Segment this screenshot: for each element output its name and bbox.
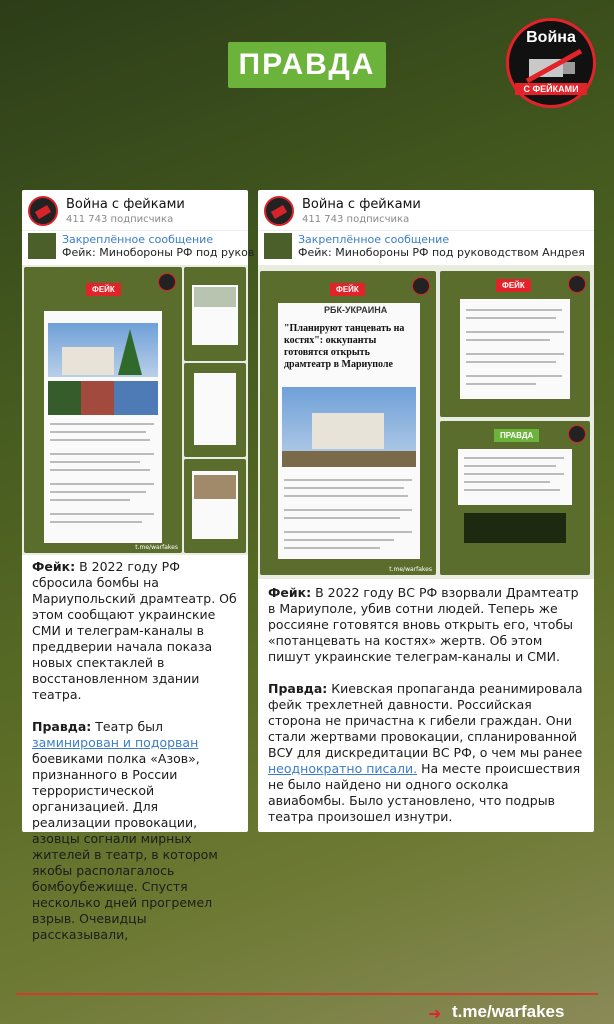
fake-paragraph [268,585,584,665]
text-line [50,423,154,425]
theatre-photo [282,387,416,467]
truth-label: Правда: [268,681,328,696]
pinned-text: Фейк: Минобороны РФ под руководством Андрея [298,246,585,259]
thumb-photo [194,475,236,499]
media-tile-3 [184,363,246,457]
media-tile-main [260,271,436,575]
media-tile-3 [440,421,590,575]
pinned-title: Закреплённое сообщение [298,233,450,246]
text-line [50,483,154,485]
text-line [50,431,146,433]
text-line [284,517,400,519]
footer-channel-link[interactable]: t.me/warfakes [452,1002,565,1021]
theatre-photo [48,323,158,377]
media-caption: t.me/warfakes [389,566,432,573]
pinned-thumbnail [264,233,292,259]
fake-tag: ФЕЙК [496,279,531,292]
news-article-screenshot [278,303,420,559]
text-line [50,461,140,463]
mini-logo-icon [412,277,430,295]
mini-logo-icon [568,425,586,443]
channel-avatar[interactable] [264,196,294,226]
text-line [50,439,150,441]
truth-paragraph [268,681,584,825]
screenshot-paper [192,471,238,539]
text-line [284,531,412,533]
text-line [50,521,142,523]
truth-text-a: Киевская пропаганда реанимировала фейк трехлетней давности. Российская сторона не причастна к гибели граждан. Они стали жертвами провокации, спланированной ВСУ для дискредитации ВС РФ, о чем мы ранее [268,681,583,760]
fake-text: В 2022 году ВС РФ взорвали Драмтеатр в Мариуполе, убив сотни людей. Теперь же россияне готовятся вновь открыть его, чтобы «потанцевать на костях» жертв. Об этом пишут украинские телеграм-каналы и СМИ. [268,585,579,664]
right-post-card [258,190,594,832]
screenshot-paper [194,373,236,445]
screenshot-paper [192,285,238,345]
text-line [50,469,150,471]
subscriber-count: 411 743 подписчика [302,214,410,225]
text-line [284,495,408,497]
text-line [464,465,556,467]
post-media[interactable] [22,265,248,555]
post-header [22,190,248,230]
text-line [466,309,562,311]
arrow-right-icon: ➜ [428,1004,442,1023]
media-tile-2 [184,267,246,361]
text-line [284,509,412,511]
fake-label: Фейк: [268,585,312,600]
truth-label: Правда: [32,719,92,734]
text-line [466,383,536,385]
fake-text: В 2022 году РФ сбросила бомбы на Мариупольский драмтеатр. Об этом сообщают украинские СМИ и телеграм-каналы в преддверии начала показа новых спектаклей в восстановленном здании театра. [32,559,237,702]
channel-avatar[interactable] [28,196,58,226]
text-line [466,331,564,333]
text-line [464,489,560,491]
channel-name[interactable]: Война с фейками [302,197,421,212]
text-line [466,317,556,319]
pinned-thumbnail [28,233,56,259]
logo-top-text: Война [526,29,576,46]
truth-text-a: Театр был [91,719,164,734]
pinned-title: Закреплённое сообщение [62,233,214,246]
media-tile-4 [184,459,246,553]
pinned-text: Фейк: Минобороны РФ под руков [62,246,255,259]
media-tile-main [24,267,182,553]
crossed-camera-icon [523,49,585,83]
logo-bottom-text: С ФЕЙКАМИ [515,83,587,95]
text-line [50,453,154,455]
thumb-photo [194,287,236,307]
theatre-building [62,347,114,375]
screenshot-paper [460,299,570,399]
channel-logo [506,18,596,108]
text-line [50,513,154,515]
truth-badge: ПРАВДА [228,42,386,88]
truth-link[interactable]: заминирован и подорван [32,735,199,750]
text-line [284,547,380,549]
text-line [284,479,412,481]
post-media[interactable] [258,265,594,579]
mini-logo-icon [158,273,176,291]
screenshot-paper [44,311,162,543]
text-line [466,353,564,355]
dark-quote-box [464,513,566,543]
truth-tag: ПРАВДА [494,429,539,442]
text-line [466,361,556,363]
media-caption: t.me/warfakes [135,544,178,551]
fake-paragraph [32,559,238,703]
text-line [464,473,564,475]
text-line [466,339,550,341]
pinned-message[interactable] [258,230,594,261]
ground [282,451,416,467]
left-post-card [22,190,255,942]
footer-divider [16,993,598,995]
fake-tag: ФЕЙК [86,283,121,296]
article-title: "Планируют танцевать на костях": оккупанты готовятся открыть драмтеатр в Мариуполе [284,323,405,370]
pinned-message[interactable] [22,230,255,261]
post-text [258,585,594,825]
rbk-logo: РБК-УКРАИНА [324,305,388,315]
theatre-building [312,413,384,449]
fake-tag: ФЕЙК [330,283,365,296]
christmas-tree [118,329,142,375]
text-line [284,539,394,541]
truth-paragraph [32,719,238,943]
text-line [50,491,146,493]
subscriber-count: 411 743 подписчика [66,214,174,225]
mini-logo-icon [568,275,586,293]
post-text [22,559,248,943]
fake-label: Фейк: [32,559,76,574]
truth-link[interactable]: неоднократно писали. [268,761,418,776]
media-tile-2 [440,271,590,417]
text-line [464,457,564,459]
channel-name[interactable]: Война с фейками [66,197,185,212]
post-header [258,190,594,230]
text-line [50,499,130,501]
truth-text-b: боевиками полка «Азов», признанного в России террористической организацией. Для реализации провокации, азовцы согнали мирных жителей в театр, в котором якобы располагалось бомбоубежище. Спустя несколько дней прогремел взрыв. Очевидцы рассказывали, [32,751,218,942]
text-line [284,487,404,489]
screenshot-paper [458,449,572,505]
text-line [464,481,550,483]
truth-text-b: На месте происшествия не было найдено ни одного осколка авиабомбы. Было установлено, что подрыв театра произошел изнутри. [268,761,581,824]
photo-collage [48,381,158,415]
text-line [466,375,562,377]
